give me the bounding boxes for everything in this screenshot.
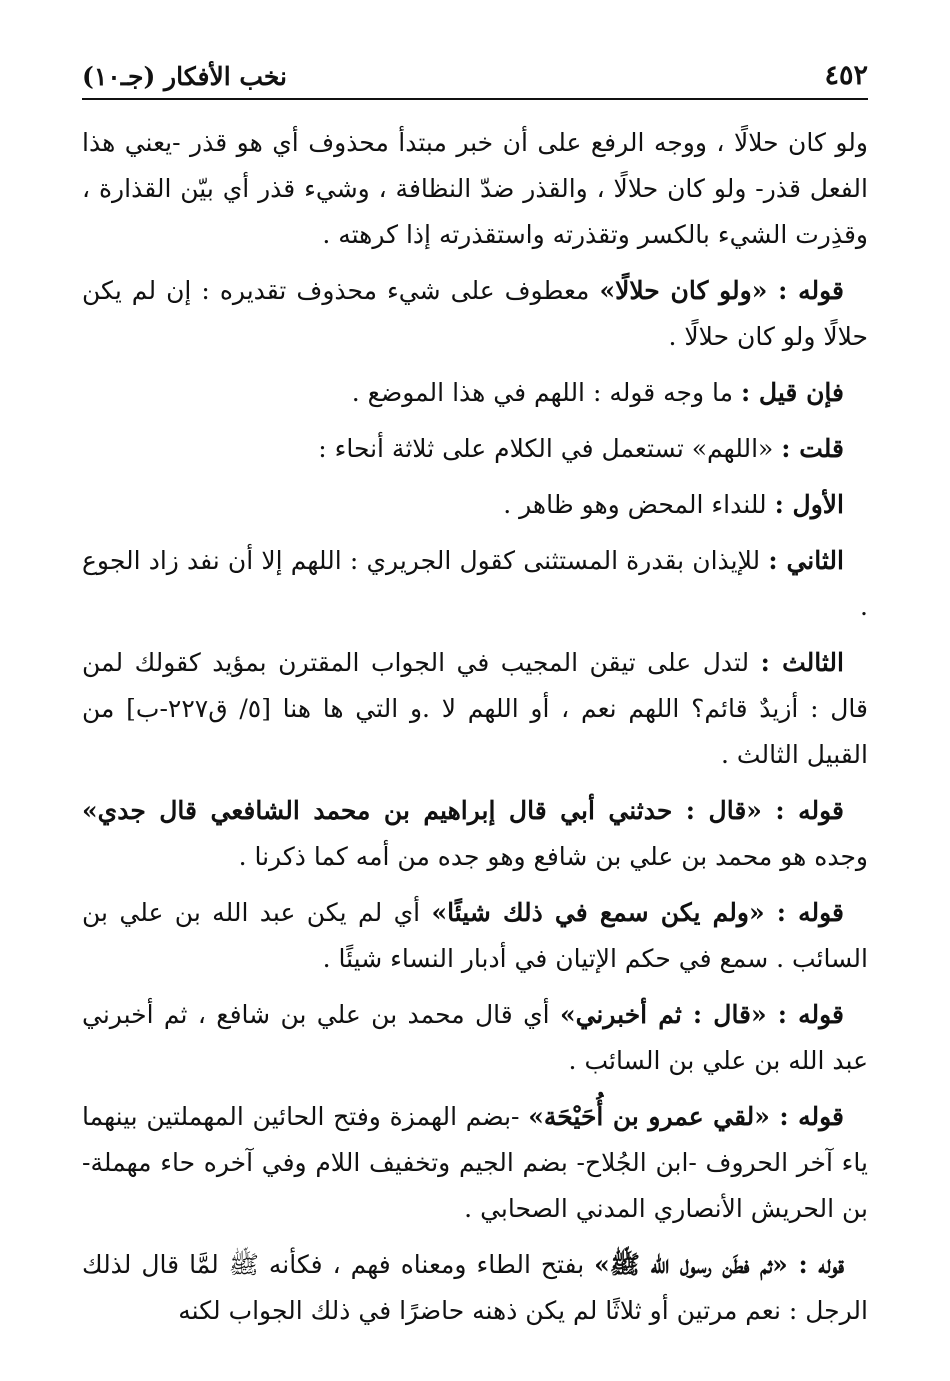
paragraph [82, 1242, 868, 1334]
paragraph-lead: قوله : «ثم فطَن رسول الله ﷺ» [594, 1250, 844, 1279]
paragraph-lead: الثالث : [760, 648, 844, 677]
paragraph-lead: قلت : [781, 434, 844, 463]
paragraph [82, 120, 868, 258]
paragraph-lead: قوله : «ولو كان حلالًا» [599, 276, 844, 305]
paragraph-text: وجده هو محمد بن علي بن شافع وهو جده من أمه كما ذكرنا . [238, 842, 868, 871]
page-header [82, 58, 868, 100]
running-title: نخب الأفكار (جـ١٠) [82, 62, 288, 91]
paragraph [82, 788, 868, 880]
paragraph-lead: الثاني : [768, 546, 844, 575]
paragraph-lead: فإن قيل : [741, 378, 844, 407]
page-number: ٤٥٢ [824, 60, 868, 91]
paragraph-text: «اللهم» تستعمل في الكلام على ثلاثة أنحاء : [318, 434, 782, 463]
paragraph [82, 268, 868, 360]
paragraph-text: أي لم يكن عبد الله بن علي بن السائب . سمع في حكم الإتيان في أدبار النساء شيئًا . [82, 898, 868, 973]
paragraph-text: للنداء المحض وهو ظاهر . [503, 490, 775, 519]
paragraph-lead: الأول : [774, 490, 844, 519]
paragraph [82, 538, 868, 630]
paragraph-text: لتدل على تيقن المجيب في الجواب المقترن بمؤيد كقولك لمن قال : أزيدٌ قائم؟ اللهم نعم ، أو اللهم لا .و التي ها هنا [٥/ ق٢٢٧-ب] من القبيل الثالث . [82, 648, 868, 769]
paragraph-text: أي قال محمد بن علي بن شافع ، ثم أخبرني عبد الله بن علي بن السائب . [82, 1000, 868, 1075]
paragraph [82, 640, 868, 778]
paragraph-lead: قوله : «قال : ثم أخبرني» [559, 1000, 844, 1029]
paragraph-text: معطوف على شيء محذوف تقديره : إن لم يكن حلالًا ولو كان حلالًا . [82, 276, 868, 351]
paragraph-lead: قوله : «ولم يكن سمع في ذلك شيئًا» [431, 898, 844, 927]
paragraph [82, 992, 868, 1084]
paragraph [82, 370, 868, 416]
paragraph [82, 890, 868, 982]
paragraph-text: -بضم الهمزة وفتح الحائين المهملتين بينهما ياء آخر الحروف -ابن الجُلاح- بضم الجيم وتخفيف اللام وفي آخره حاء مهملة- بن الحريش الأنصاري المدني الصحابي . [82, 1102, 868, 1223]
page-body [82, 120, 868, 1344]
paragraph [82, 482, 868, 528]
paragraph-text: بفتح الطاء ومعناه فهم ، فكأنه ﷺ لمَّا قال لذلك الرجل : نعم مرتين أو ثلاثًا لم يكن ذهنه حاضرًا في ذلك الجواب لكنه [82, 1250, 868, 1325]
paragraph-text: ما وجه قوله : اللهم في هذا الموضع . [351, 378, 741, 407]
paragraph-text: للإيذان بقدرة المستثنى كقول الجريري : اللهم إلا أن نفد زاد الجوع . [82, 546, 868, 621]
paragraph-text: ولو كان حلالًا ، ووجه الرفع على أن خبر مبتدأ محذوف أي هو قذر -يعني هذا الفعل قذر- ولو كان حلالًا ، والقذر ضدّ النظافة ، وشيء قذر أي بيّن القذارة ، وقذِرت الشيء بالكسر وتقذرته واستقذرته إذا كرهته . [82, 128, 868, 249]
paragraph [82, 1094, 868, 1232]
paragraph-lead: قوله : «لقي عمرو بن أُحَيْحَة» [528, 1102, 844, 1131]
paragraph-lead: قوله : «قال : حدثني أبي قال إبراهيم بن محمد الشافعي قال جدي» [82, 796, 844, 825]
paragraph [82, 426, 868, 472]
